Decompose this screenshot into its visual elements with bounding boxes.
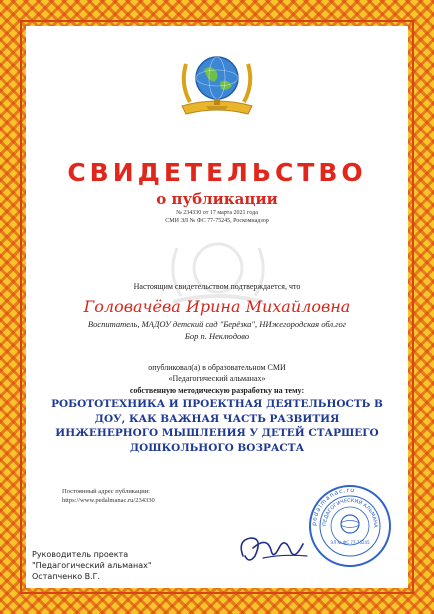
address-label: Постоянный адрес публикации:: [62, 488, 150, 495]
official-stamp-icon: [308, 484, 392, 568]
manager-name: Остапченко В.Г.: [32, 572, 101, 581]
certificate-paper: [26, 26, 408, 588]
certificate-title: СВИДЕТЕЛЬСТВО: [67, 158, 367, 187]
publication-address: [62, 487, 155, 505]
stamp-inner-text: ПЕДАГОГИЧЕСКИЙ АЛЬМАНА: [321, 497, 379, 528]
project-manager: [32, 549, 152, 582]
certificate-subtitle: о публикации: [156, 190, 278, 208]
address-url[interactable]: https://www.pedalmanac.ru/234330: [62, 497, 155, 504]
manager-title: Руководитель проекта: [32, 550, 129, 559]
globe-book-emblem-icon: [176, 44, 258, 134]
signature-icon: [233, 526, 313, 570]
person-position-line2: Бор п. Неклюдово: [184, 331, 250, 341]
stamp-outer-text: pedalmanac.ru: [310, 486, 356, 527]
person-position-line1: Воспитатель, МАДОУ детский сад "Берёзка", НИжегородская обл.гог: [87, 319, 347, 329]
media-registration: СМИ ЭЛ № ФС 77-75245, Роскомнадзор: [165, 218, 269, 224]
theme-line3: ИНЖЕНЕРНОГО МЫШЛЕНИЯ У ДЕТЕЙ СТАРШЕГО: [55, 427, 379, 439]
person-name: Головачёва Ирина Михайловна: [83, 297, 351, 316]
journal-name: «Педагогический альманах»: [168, 374, 266, 383]
publication-theme: [46, 397, 388, 455]
theme-line4: ДОШКОЛЬНОГО ВОЗРАСТА: [129, 441, 305, 454]
theme-intro: собственную методическую разработку на тему:: [129, 386, 305, 395]
person-position: [26, 318, 408, 342]
stamp-bottom-text: ЭЛ № ФС 77-75245: [330, 540, 370, 545]
published-text: опубликовал(а) в образовательном СМИ: [148, 363, 286, 372]
registration-number: № 234330 от 17 марта 2021 года: [176, 210, 258, 216]
confirm-text: Настоящим свидетельством подтверждается, что: [133, 282, 301, 291]
theme-line2: ДОУ, КАК ВАЖНАЯ ЧАСТЬ РАЗВИТИЯ: [94, 412, 340, 425]
manager-project: "Педагогический альманах": [32, 561, 152, 570]
theme-line1: РОБОТОТЕХНИКА И ПРОЕКТНАЯ ДЕЯТЕЛЬНОСТЬ В: [51, 398, 383, 410]
